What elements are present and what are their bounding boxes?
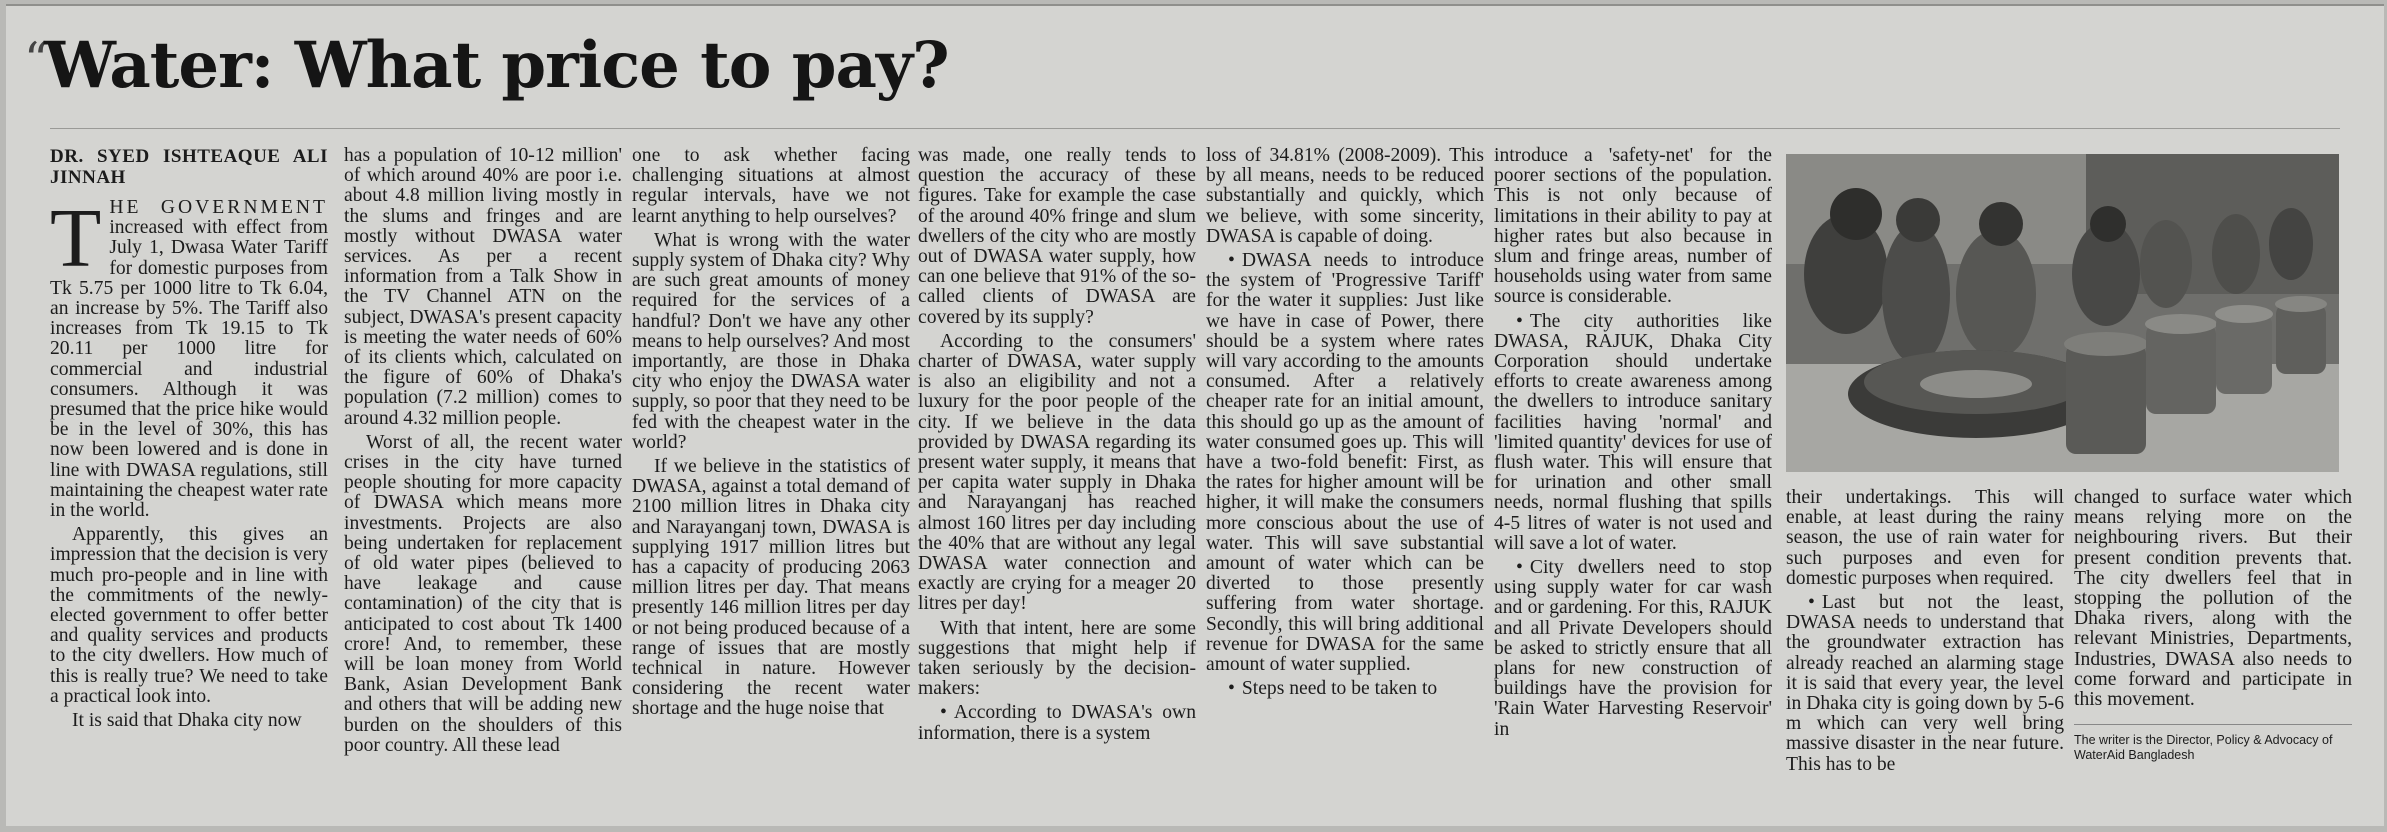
bullet-1-start: • According to DWASA's own information, there is a system [918, 703, 1196, 743]
paragraph-4: Worst of all, the recent water crises in the city have turned people shouting for more capacity of DWASA which means more investments. Projects are also being undertaken for replacement of old water pipes (believed to have leakage and cause contamination) of the city that is anticipated to cost about Tk 1400 crore! And, to remember, these will be loan money from World Bank, Asian Development Bank and others that will be adding new burden on the shoulders of this poor country. All these lead [344, 431, 622, 756]
drop-cap: T [50, 192, 102, 285]
column-8 [2074, 488, 2352, 806]
bullet-1-cont: loss of 34.81% (2008-2009). This by all means, needs to be reduced substantially and quickly, which we believe, with some sincerity, DWASA is capable of doing. [1206, 146, 1484, 247]
bullet-2: • DWASA needs to introduce the system of 'Progressive Tariff' for the water it supplies: Just like we have in case of Power, there should be a system where rates will vary according to the amounts consumed. After a relatively cheaper rate for an initial amount, this should go up as the amount of water consumed goes up. This will have a two-fold benefit: First, as the rates for higher amount will be higher, it will make the consumers more conscious about the use of water. This will save substantial amount of water which can be diverted to those presently suffering from water shortage. Secondly, this will bring additional revenue for DWASA for the same amount of water supplied. [1206, 251, 1484, 675]
bullet-5-cont: their undertakings. This will enable, at least during the rainy season, the use of rain water for such purposes and even for domestic purposes when required. [1786, 488, 2064, 589]
lead-caps: HE GOVERNMENT [109, 197, 328, 218]
paragraph-2: Apparently, this gives an impression that the decision is very much pro-people and in line with the commitments of the newly-elected government to offer better and quality services and products to the city dwellers. How much of this is really true? We need to take a practical look into. [50, 524, 328, 707]
article-photo [1786, 154, 2339, 472]
paragraph-3: has a population of 10-12 million' of which around 40% are poor i.e. about 4.8 million living mostly in the slums and fringes and are mostly without DWASA water services. As per a recent information from a Talk Show in the TV Channel ATN on the subject, DWASA's present capacity is meeting the water needs of 60% of its clients which, calculated on the figure of 60% of Dhaka's population (7.2 million) comes to around 4.32 million people. [344, 146, 622, 429]
column-3 [632, 146, 910, 806]
author-note: The writer is the Director, Policy & Advocacy of WaterAid Bangladesh [2074, 733, 2333, 763]
paragraph-1 [50, 192, 328, 522]
paragraph-8: With that intent, here are some suggestions that might help if taken seriously by the decision-makers: [918, 617, 1196, 700]
byline: DR. SYED ISHTEAQUE ALI JINNAH [50, 146, 328, 188]
bullet-3-cont: introduce a 'safety-net' for the poorer sections of the population. This is not only because of limitations in their ability to pay at higher rates but also because in slum and fringe areas, number of households using water from same source is considerable. [1494, 146, 1772, 308]
headline: Water: What price to pay? [44, 28, 949, 103]
column-1 [50, 146, 328, 806]
column-4 [918, 146, 1196, 806]
headline-rule [50, 128, 2340, 129]
bullet-5-start: • City dwellers need to stop using supply water for car wash and or gardening. For this, RAJUK and all Private Developers should be asked to strictly ensure that all plans for new construction of buildings have the provision for 'Rain Water Harvesting Reservoir' in [1494, 558, 1772, 740]
paragraph-3-start: It is said that Dhaka city now [72, 710, 302, 732]
paragraph-4-cont: one to ask whether facing challenging situations at almost regular intervals, have we not learnt anything to help ourselves? [632, 146, 910, 227]
bullet-6-cont: changed to surface water which means relying more on the neighbouring rivers. But their present condition prevents that. The city dwellers feel that in stopping the pollution of the Dhaka rivers, along with the relevant Ministries, Departments, Industries, DWASA also needs to come forward and participate in this movement. [2074, 488, 2352, 711]
bullet-3-start: • Steps need to be taken to [1206, 679, 1484, 699]
column-6 [1494, 146, 1772, 806]
bullet-6-start: • Last but not the least, DWASA needs to understand that the groundwater extraction has already reached an alarming stage it is said that every year, the level in Dhaka city is going down by 5-6 m which can very well bring massive disaster in the near future. This has to be [1786, 593, 2064, 775]
paragraph-6-cont: was made, one really tends to question the accuracy of these figures. Take for example the case of the around 40% fringe and slum dwellers of the city who are mostly out of DWASA water supply, how can one believe that 91% of the so-called clients of DWASA are covered by its supply? [918, 146, 1196, 328]
credit-rule [2074, 724, 2352, 725]
column-5 [1206, 146, 1484, 806]
paragraph-5: What is wrong with the water supply system of Dhaka city? Why are such great amounts of money required for the services of a handful? Don't we have any other means to help ourselves? And most importantly, are those in Dhaka city who enjoy the DWASA water supply, so poor that they need to be fed with the cheapest water in the world? [632, 229, 910, 453]
paragraph-7: According to the consumers' charter of DWASA, water supply is also an eligibility and not a luxury for the poor people of the city. If we believe in the data provided by DWASA regarding its present water supply, it means that per capita water supply in Dhaka and Narayanganj has reached almost 160 litres per day including the 40% that are without any legal DWASA water connection and exactly are crying for a meager 20 litres per day! [918, 330, 1196, 615]
column-7 [1786, 488, 2064, 806]
quote-mark-icon: “ [24, 32, 49, 88]
photo-women-water-pots [1786, 154, 2339, 472]
column-2 [344, 146, 622, 806]
paragraph-6: If we believe in the statistics of DWASA, against a total demand of 2100 million litres in Dhaka city and Narayanganj town, DWASA is supplying 1917 million litres but has a capacity of producing 2063 million litres per day. That means presently 146 million litres per day or not being produced because of a range of issues that are mostly technical in nature. However considering the recent water shortage and the huge noise that [632, 456, 910, 720]
newspaper-page [6, 4, 2384, 826]
paragraph-1-text: increased with effect from July 1, Dwasa Water Tariff for domestic purposes from Tk 5.75 per 1000 litre to Tk 6.04, an increase by 5%. The Tariff also increases from Tk 19.15 to Tk 20.11 per 1000 litre for commercial and industrial consumers. Although it was presumed that the price hike would be in the level of 30%, this has now been lowered and is done in line with DWASA regulations, still maintaining the cheapest water rate in the world. [50, 217, 328, 522]
bullet-4: • The city authorities like DWASA, RAJUK, Dhaka City Corporation should undertake efforts to create awareness among the dwellers to introduce sanitary facilities having 'normal' and 'limited quantity' devices for use of flush water. This will ensure that for urination and other small needs, normal flushing that spills 4-5 litres of water is not used and will save a lot of water. [1494, 312, 1772, 554]
